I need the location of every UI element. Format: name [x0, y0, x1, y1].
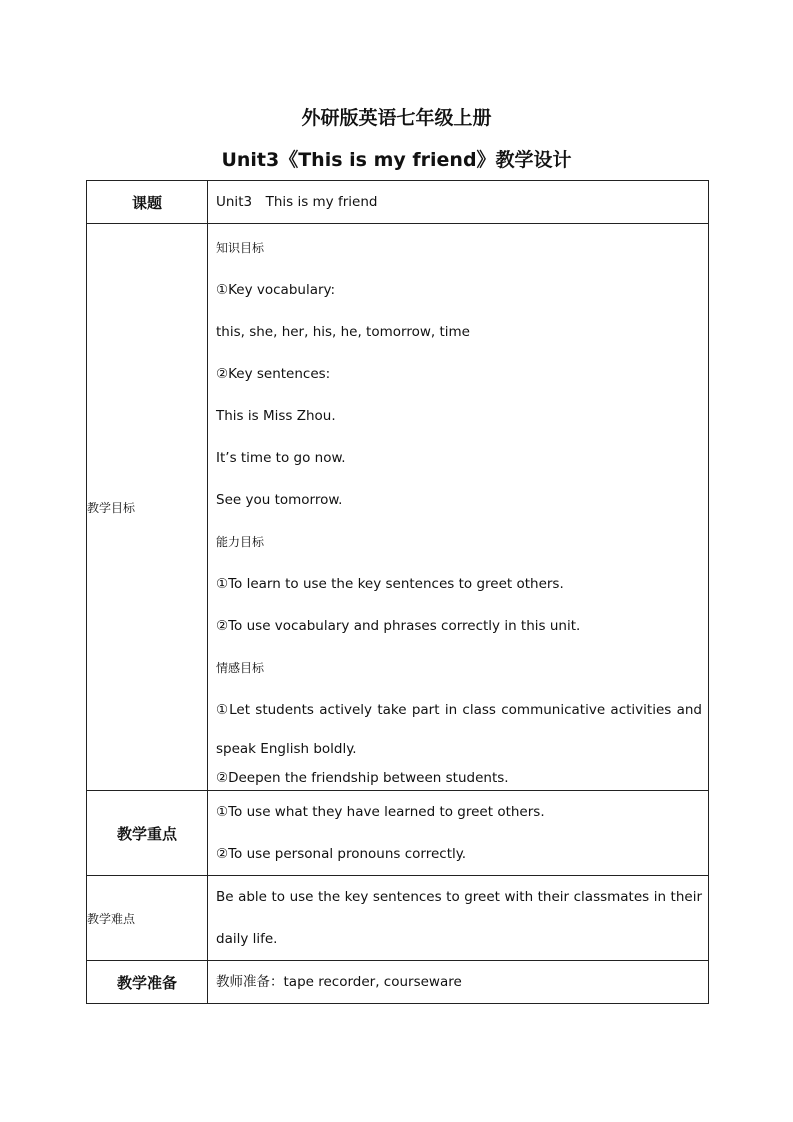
ability-heading: 能力目标: [216, 534, 265, 549]
document-title-line2: Unit3《This is my friend》教学设计: [221, 149, 572, 171]
knowledge-heading: 知识目标: [216, 240, 265, 255]
document-title-line1: 外研版英语七年级上册: [301, 107, 492, 129]
goals-content-cell: [208, 224, 709, 791]
difficulties-content-cell: [208, 876, 709, 961]
emotion-heading: 情感目标: [216, 660, 265, 675]
sentence-1: This is Miss Zhou.: [216, 407, 336, 424]
key-vocab-heading: ①Key vocabulary:: [216, 281, 336, 298]
emotion-2: ②Deepen the friendship between students.: [216, 769, 509, 786]
key-vocab-list: this, she, her, his, he, tomorrow, time: [216, 323, 470, 340]
ability-2: ②To use vocabulary and phrases correctly in this unit.: [216, 617, 581, 634]
table-row-key-points: [87, 791, 709, 876]
table-row-difficulties: [87, 876, 709, 961]
preparation-content-cell: [208, 961, 709, 1004]
emotion-1a: ①Let students actively take part in class communicative activities and: [216, 701, 702, 718]
sentence-2: It’s time to go now.: [216, 449, 346, 466]
ability-1: ①To learn to use the key sentences to greet others.: [216, 575, 564, 592]
topic-label: 课题: [87, 181, 208, 224]
table-row-goals: [87, 224, 709, 791]
emotion-1b: speak English boldly.: [216, 740, 357, 757]
lesson-plan-table: [86, 180, 709, 1004]
key-points-label: 教学重点: [87, 791, 208, 876]
preparation-value: 教师准备：tape recorder, courseware: [216, 974, 462, 990]
table-row-preparation: [87, 961, 709, 1004]
difficulty-line-1: Be able to use the key sentences to greet with their classmates in their: [216, 889, 702, 905]
key-point-1: ①To use what they have learned to greet others.: [216, 804, 545, 820]
preparation-label: 教学准备: [87, 961, 208, 1004]
key-point-2: ②To use personal pronouns correctly.: [216, 846, 467, 862]
topic-value-cell: [208, 181, 709, 224]
table-row-topic: [87, 181, 709, 224]
topic-value: Unit3 This is my friend: [216, 194, 378, 210]
sentence-3: See you tomorrow.: [216, 491, 343, 508]
key-sentences-heading: ②Key sentences:: [216, 365, 331, 382]
goals-label: 教学目标: [87, 224, 208, 791]
difficulties-label: 教学难点: [87, 876, 208, 961]
key-points-content-cell: [208, 791, 709, 876]
difficulty-line-2: daily life.: [216, 931, 278, 947]
